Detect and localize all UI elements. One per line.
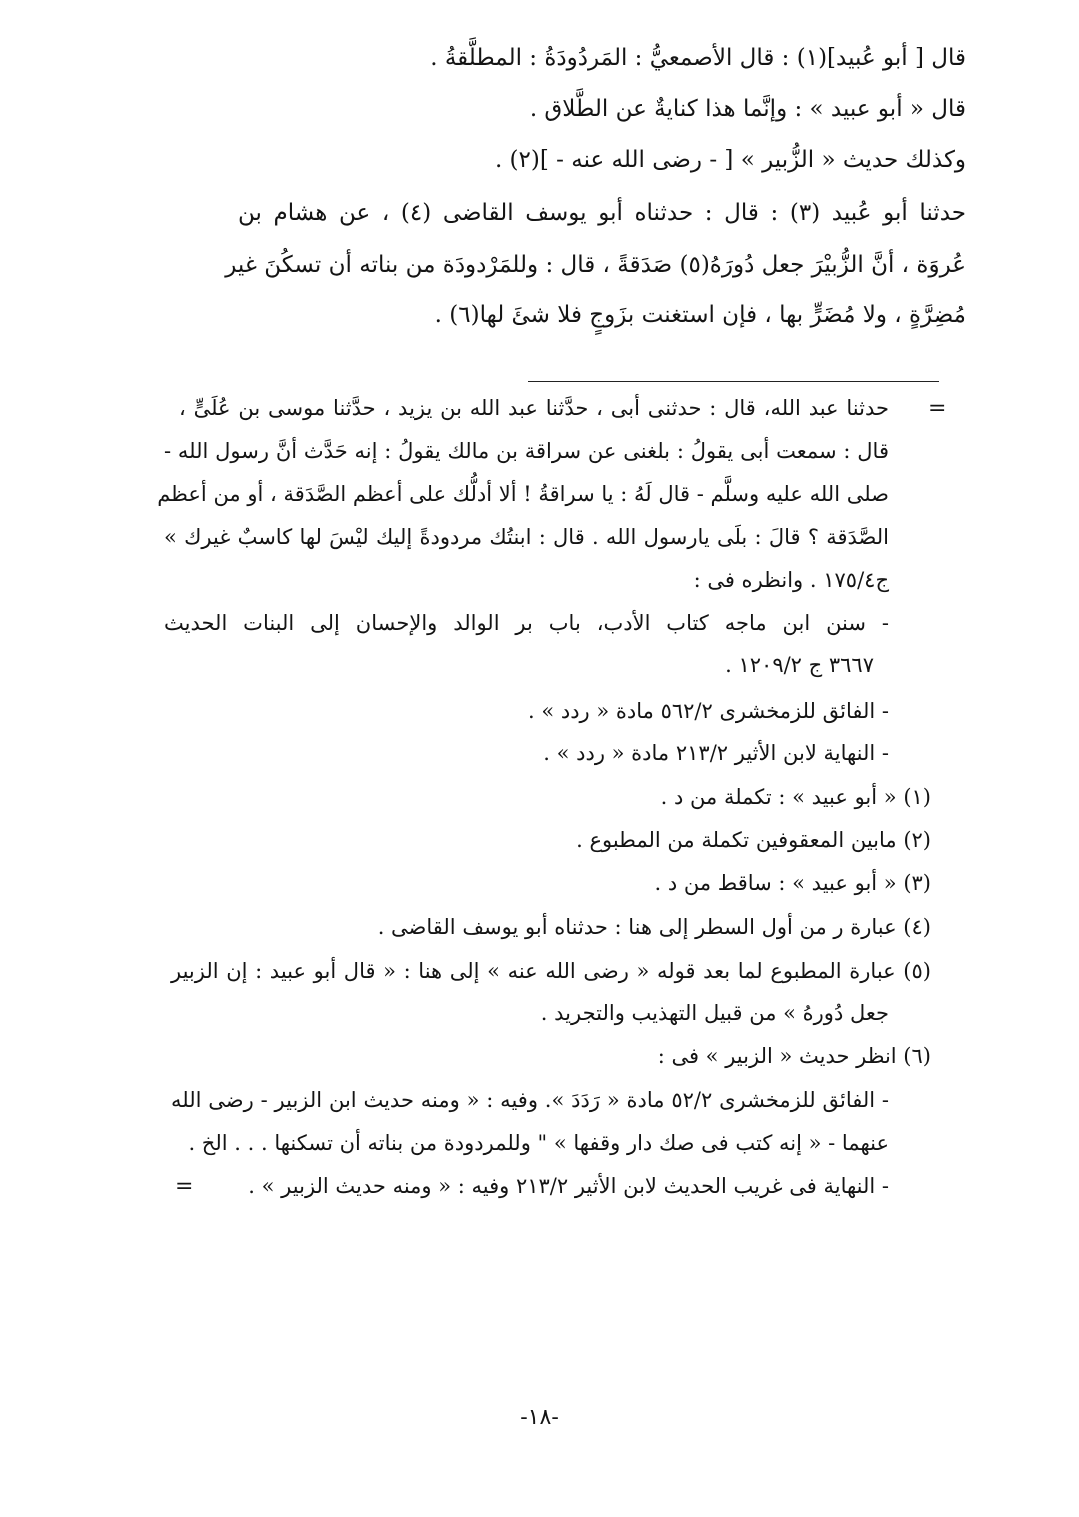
footnote-continued-line-4: الصَّدَقة ؟ قالَ : بلَى يارسول الله . قال : ابنتُك مردودةً إليك ليْسَ لها كاسبٌ غيرك » (164, 525, 889, 549)
footnote-continued-line-8: - الفائق للزمخشرى ٥٦٢/٢ مادة « ردد » . (527, 699, 889, 723)
footnote-6-line-4: - النهاية فى غريب الحديث لابن الأثير ٢١٣/٢ وفيه : « ومنه حديث الزبير » . (248, 1174, 889, 1198)
main-line-6: مُضِرَّةٍ ، ولا مُضَرٍّ بها ، فإن استغنت بزَوجٍ فلا شئَ لها(٦) . (434, 302, 966, 328)
footnote-continued-line-3: صلى الله عليه وسلَّم - قال لَهُ : يا سراقةُ ! ألا أدلُّك على أعظم الصَّدَقة ، أو من أعظم (157, 482, 889, 506)
footnote-6: (٦) انظر حديث « الزبير » فى : (657, 1044, 931, 1068)
continuation-marker: = (928, 396, 947, 421)
footnote-4: (٤) عبارة ر من أول السطر إلى هنا : حدثناه أبو يوسف القاضى . (377, 915, 931, 939)
footnote-continued-line-1: حدثنا عبد الله، قال : حدثنى أبى ، حدَّثنا عبد الله بن يزيد ، حدَّثنا موسى بن عُلَىٍّ ، (179, 396, 889, 420)
footnote-6-line-2: - الفائق للزمخشرى ٥٢/٢ مادة « رَدَدَ ». وفيه : « ومنه حديث ابن الزبير - رضى الله (171, 1088, 890, 1112)
footnote-5-continued: جعل دُورهُ » من قبيل التهذيب والتجريد . (540, 1001, 889, 1025)
footnote-continued-line-7: ٣٦٦٧ ج ١٢٠٩/٢ . (725, 653, 874, 677)
footnote-6-line-3: عنهما - « إنه كتب فى صك دار وقفها » " وللمردودة من بناته أن تسكنها . . . الخ . (188, 1131, 889, 1155)
trailing-continuation-marker: = (175, 1174, 194, 1199)
footnote-1: (١) « أبو عبيد » : تكملة من د . (660, 785, 931, 809)
main-line-1: قال [ أبو عُبيد](١) : قال الأصمعيُّ : المَردُودَةُ : المطلَّقةُ . (430, 45, 966, 71)
page-number: -١٨- (520, 1405, 559, 1430)
footnote-continued-line-9: - النهاية لابن الأثير ٢١٣/٢ مادة « ردد » . (543, 741, 889, 765)
footnote-3: (٣) « أبو عبيد » : ساقط من د . (654, 871, 931, 895)
main-line-3: وكذلك حديث « الزُّبير » [ - رضى الله عنه - ](٢) . (494, 147, 966, 173)
main-line-5: عُروَة ، أنَّ الزُّبيْرَ جعل دُورَهُ(٥) صَدَقةً ، قال : وللمَرْدودَة من بناته أن تسكُنَ غير (225, 252, 966, 278)
footnote-continued-line-2: قال : سمعت أبى يقولُ : بلغنى عن سراقة بن مالك يقولُ : إنه حَدَّث أنَّ رسول الله - (164, 439, 889, 463)
footnote-2: (٢) مابين المعقوفين تكملة من المطبوع . (576, 828, 931, 852)
footnote-continued-line-5: ج١٧٥/٤ . وانظره فى : (693, 568, 889, 592)
footnote-separator (528, 381, 939, 382)
main-line-2: قال « أبو عبيد » : وإنَّما هذا كنايةٌ عن الطَّلاق . (529, 96, 966, 122)
main-line-4: حدثنا أبو عُبيد (٣) : قال : حدثناه أبو يوسف القاضى (٤) ، عن هشام بن (238, 200, 966, 226)
footnote-continued-line-6: - سنن ابن ماجه كتاب الأدب، باب بر الوالد والإحسان إلى البنات الحديث (164, 611, 889, 635)
footnote-5: (٥) عبارة المطبوع لما بعد قوله « رضى الله عنه » إلى هنا : « قال أبو عبيد : إن الزبير (171, 959, 931, 983)
